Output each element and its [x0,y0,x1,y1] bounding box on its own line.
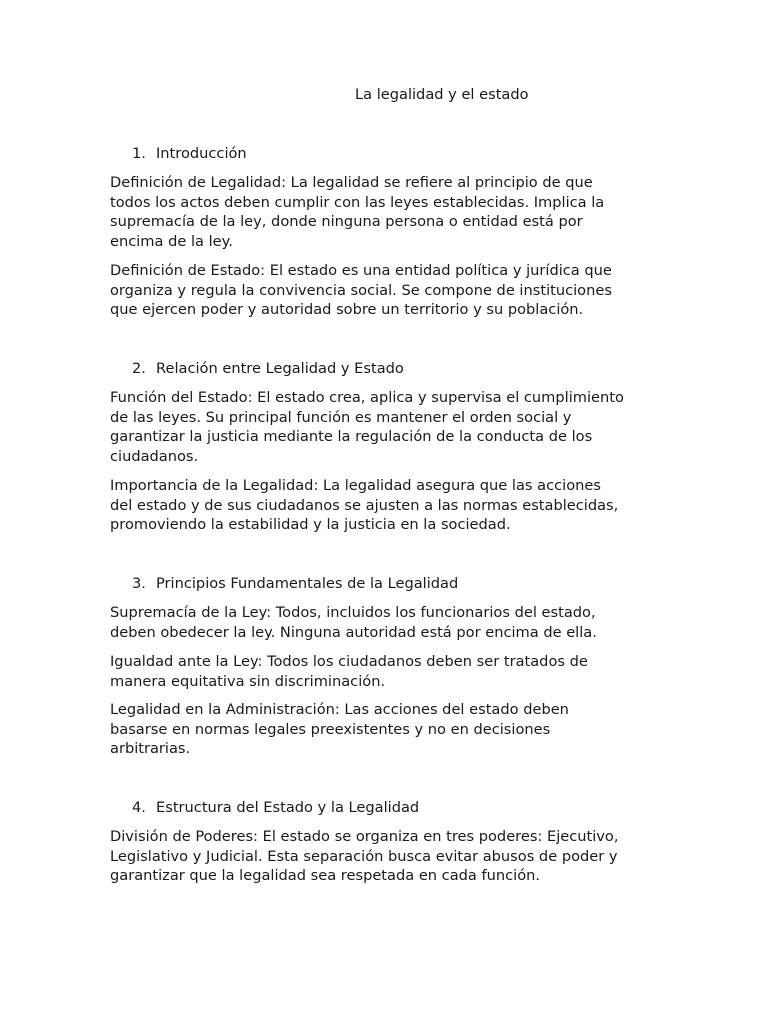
section-heading-text: Relación entre Legalidad y Estado [156,360,404,377]
section-heading-text: Principios Fundamentales de la Legalidad [156,575,459,592]
paragraph-line: garantizar que la legalidad sea respetada en cada función. [110,867,541,885]
section-heading-text: Introducción [156,145,247,162]
paragraph-line: promoviendo la estabilidad y la justicia en la sociedad. [110,516,511,534]
paragraph-line: del estado y de sus ciudadanos se ajusten a las normas establecidas, [110,496,619,514]
document-title: La legalidad y el estado [355,86,529,103]
paragraph-line: deben obedecer la ley. Ninguna autoridad está por encima de ella. [110,623,597,641]
paragraph-line: Función del Estado: El estado crea, aplica y supervisa el cumplimiento [110,389,624,406]
section-heading-text: Estructura del Estado y la Legalidad [156,799,420,816]
paragraph-line: Igualdad ante la Ley: Todos los ciudadanos deben ser tratados de [110,653,588,670]
paragraph [110,476,662,535]
paragraph-line: arbitrarias. [110,740,191,758]
paragraph-line: Legalidad en la Administración: Las acciones del estado deben [110,701,569,718]
section-number: 2. [132,360,146,377]
paragraph [110,603,662,642]
paragraph-line: Definición de Legalidad: La legalidad se refiere al principio de que [110,174,593,191]
paragraph-line: encima de la ley. [110,232,233,250]
section-number: 3. [132,575,146,592]
paragraph-line: supremacía de la ley, donde ninguna persona o entidad está por [110,213,583,231]
paragraph [110,388,662,466]
section-heading [132,144,247,164]
paragraph-line: todos los actos deben cumplir con las leyes establecidas. Implica la [110,193,605,211]
paragraph-line: Legislativo y Judicial. Esta separación busca evitar abusos de poder y [110,847,618,865]
paragraph [110,652,662,691]
paragraph-line: organiza y regula la convivencia social. Se compone de instituciones [110,281,612,299]
paragraph [110,261,662,320]
paragraph-line: manera equitativa sin discriminación. [110,672,386,690]
section-number: 1. [132,145,146,162]
section-heading [132,574,458,594]
section-number: 4. [132,799,146,816]
section-heading [132,798,419,818]
paragraph-line: Definición de Estado: El estado es una entidad política y jurídica que [110,262,612,279]
paragraph-line: que ejercen poder y autoridad sobre un territorio y su población. [110,301,584,319]
paragraph [110,700,662,759]
section-heading [132,359,404,379]
paragraph-line: garantizar la justicia mediante la regulación de la conducta de los [110,428,593,446]
paragraph-line: ciudadanos. [110,447,199,465]
paragraph [110,827,662,886]
paragraph-line: Supremacía de la Ley: Todos, incluidos los funcionarios del estado, [110,604,596,621]
paragraph-line: Importancia de la Legalidad: La legalidad asegura que las acciones [110,477,601,494]
paragraph [110,173,662,251]
paragraph-line: de las leyes. Su principal función es mantener el orden social y [110,408,572,426]
paragraph-line: División de Poderes: El estado se organiza en tres poderes: Ejecutivo, [110,828,619,845]
paragraph-line: basarse en normas legales preexistentes y no en decisiones [110,720,551,738]
